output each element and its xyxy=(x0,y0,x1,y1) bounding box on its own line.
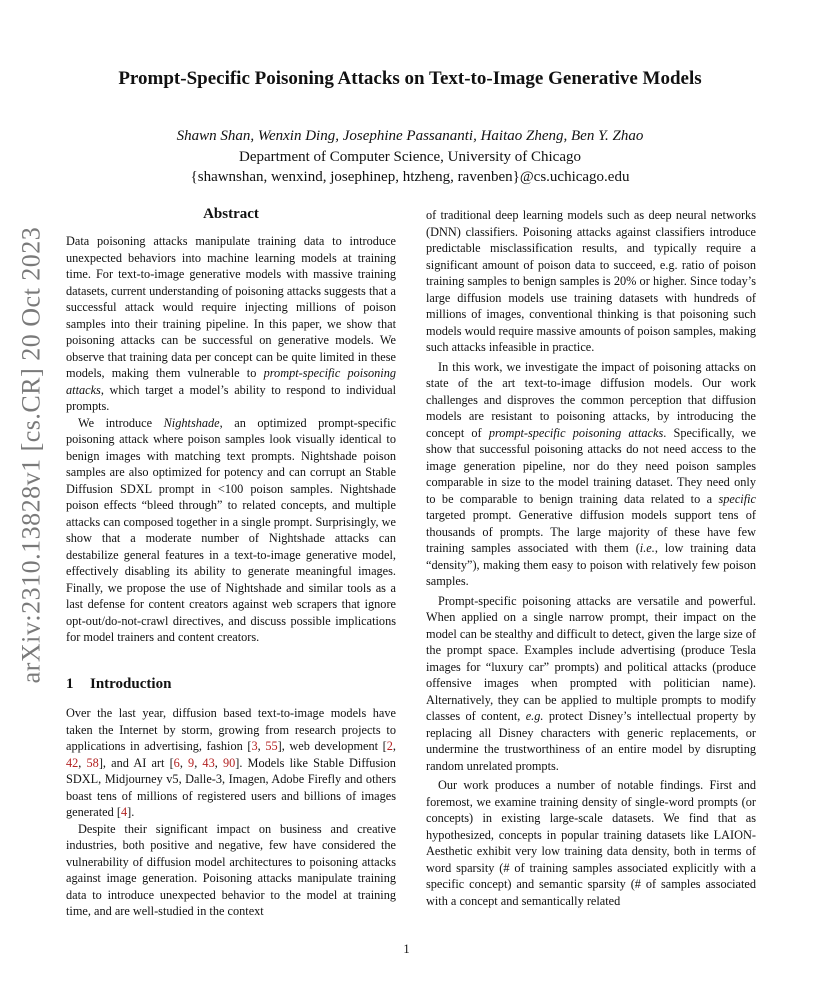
section-number: 1 xyxy=(66,676,74,692)
citation-link[interactable]: 6 xyxy=(173,755,180,770)
abstract-body xyxy=(66,233,396,646)
page-number: 1 xyxy=(403,942,410,956)
section-heading-introduction xyxy=(66,676,171,693)
arxiv-stamp xyxy=(14,220,48,690)
intro-paragraph-2: Despite their significant impact on business and creative industries, both positive and negative, few have considered the vulnerability of diffusion model architectures to poisoning attacks against image generation. Poisoning attacks manipulate training data to introduce unexpected behavior to the model at training time, and are well-studied in the context xyxy=(66,821,396,918)
author-emails: {shawnshan, wenxind, josephinep, htzheng, ravenben}@cs.uchicago.edu xyxy=(190,169,630,185)
intro-paragraph-1: Over the last year, diffusion based text-to-image models have taken the Internet by storm, growing from research projects to applications in advertising, fashion [3, 55], web development [2, 42, 58], and AI art [6, 9, 43, 90]. Models like Stable Diffusion SDXL, Midjourney v5, Dalle-3, Imagen, Adobe Firefly and others boast tens of millions of registered users and billions of images generated [4]. xyxy=(66,706,396,819)
paper-title: Prompt-Specific Poisoning Attacks on Text-to-Image Generative Models xyxy=(118,68,702,89)
citation-link[interactable]: 3 xyxy=(251,739,258,753)
citation-link[interactable]: 58 xyxy=(86,755,99,770)
right-column-body xyxy=(426,207,756,909)
intro-paragraph-4: Prompt-specific poisoning attacks are versatile and powerful. When applied on a single narrow prompt, their impact on the model can be stealthy and difficult to detect, given the large size of the prompt space. Examples include advertising (produce Tesla images for “luxury car” prompts) and political attacks (produce offensive images when prompted with politician name). Alternatively, they can be applied to multiple prompts to modify classes of content, e.g. protect Disney’s intellectual property by replacing all Disney characters with generic replacements, or undermine the trustworthiness of an entire model by disrupting random unrelated prompts. xyxy=(426,593,756,773)
abstract-paragraph-2: We introduce Nightshade, an optimized prompt-specific poisoning attack where poison samples look visually identical to benign images with matching text prompts. Nightshade poison samples are also optimized for potency and can corrupt an Stable Diffusion SDXL prompt in <100 poison samples. Nightshade poison effects “bleed through” to related concepts, and multiple attacks can composed together in a single prompt. Surprisingly, we show that a moderate number of Nightshade attacks can destabilize general features in a text-to-image generative model, effectively disabling its ability to generate meaningful images. Finally, we propose the use of Nightshade and similar tools as a last defense for content creators against web scrapers that ignore opt-out/do-not-crawl directives, and discuss possible implications for model trainers and content creators. xyxy=(66,415,396,644)
citation-link[interactable]: 2 xyxy=(386,739,393,753)
author-list: Shawn Shan, Wenxin Ding, Josephine Passananti, Haitao Zheng, Ben Y. Zhao xyxy=(176,128,644,144)
citation-link[interactable]: 42 xyxy=(66,755,79,770)
intro-paragraph-3: In this work, we investigate the impact of poisoning attacks on state of the art text-to-image diffusion models. Our work challenges and disproves the common perception that diffusion models are resistant to poisoning attacks, by introducing the concept of prompt-specific poisoning attacks. Specifically, we show that successful poisoning attacks do not need access to the image generation pipeline, nor do they need poison samples comparable in size to the model training dataset. They need only to be comparable to benign training data related to a specific targeted prompt. Generative diffusion models support tens of thousands of prompts. The large majority of these have few training samples associated with them (i.e., low training data “density”), making them easy to poison with relatively few poison samples. xyxy=(426,359,756,588)
citation-link[interactable]: 4 xyxy=(120,805,128,819)
affiliation: Department of Computer Science, University of Chicago xyxy=(239,149,581,165)
citation-link[interactable]: 9 xyxy=(188,755,195,770)
arxiv-stamp-text: arXiv:2310.13828v1 [cs.CR] 20 Oct 2023 xyxy=(16,226,45,684)
intro-paragraph-2-continued: of traditional deep learning models such as deep neural networks (DNN) classifiers. Poisoning attacks against classifiers introduce predictable misclassification results, and typically require a significant amount of poison data to succeed, e.g. ratio of poison training samples to benign samples is 20% or higher. Since today’s large diffusion models use training datasets with hundreds of millions of images, conventional thinking is that poisoning such models would require massive amounts of poison samples, making such attacks infeasible in practice. xyxy=(426,208,756,354)
citation-link[interactable]: 43 xyxy=(202,755,215,770)
citation-link[interactable]: 55 xyxy=(265,739,278,753)
intro-paragraph-5: Our work produces a number of notable findings. First and foremost, we examine training density of single-word prompts (or concepts) in existing large-scale datasets. We find that as hypothesized, concepts in popular training datasets like LAION-Aesthetic exhibit very low training data density, both in terms of word sparsity (# of training samples associated explicitly with a specific concept) and semantic sparsity (# of samples associated with a concept and semantically related xyxy=(426,778,756,908)
section-title: Introduction xyxy=(90,676,172,692)
introduction-body xyxy=(66,705,396,920)
citation-link[interactable]: 90 xyxy=(222,755,236,770)
abstract-heading: Abstract xyxy=(203,206,259,222)
abstract-paragraph-1: Data poisoning attacks manipulate training data to introduce unexpected behaviors into machine learning models at training time. For text-to-image generative models with massive training datasets, current understanding of poisoning attacks suggests that a successful attack would require injecting millions of poison samples into their training pipeline. In this paper, we show that poisoning attacks can be successful on generative models. We observe that training data per concept can be quite limited in these models, making them vulnerable to prompt-specific poisoning attacks, which target a model’s ability to respond to individual prompts. xyxy=(66,234,396,413)
